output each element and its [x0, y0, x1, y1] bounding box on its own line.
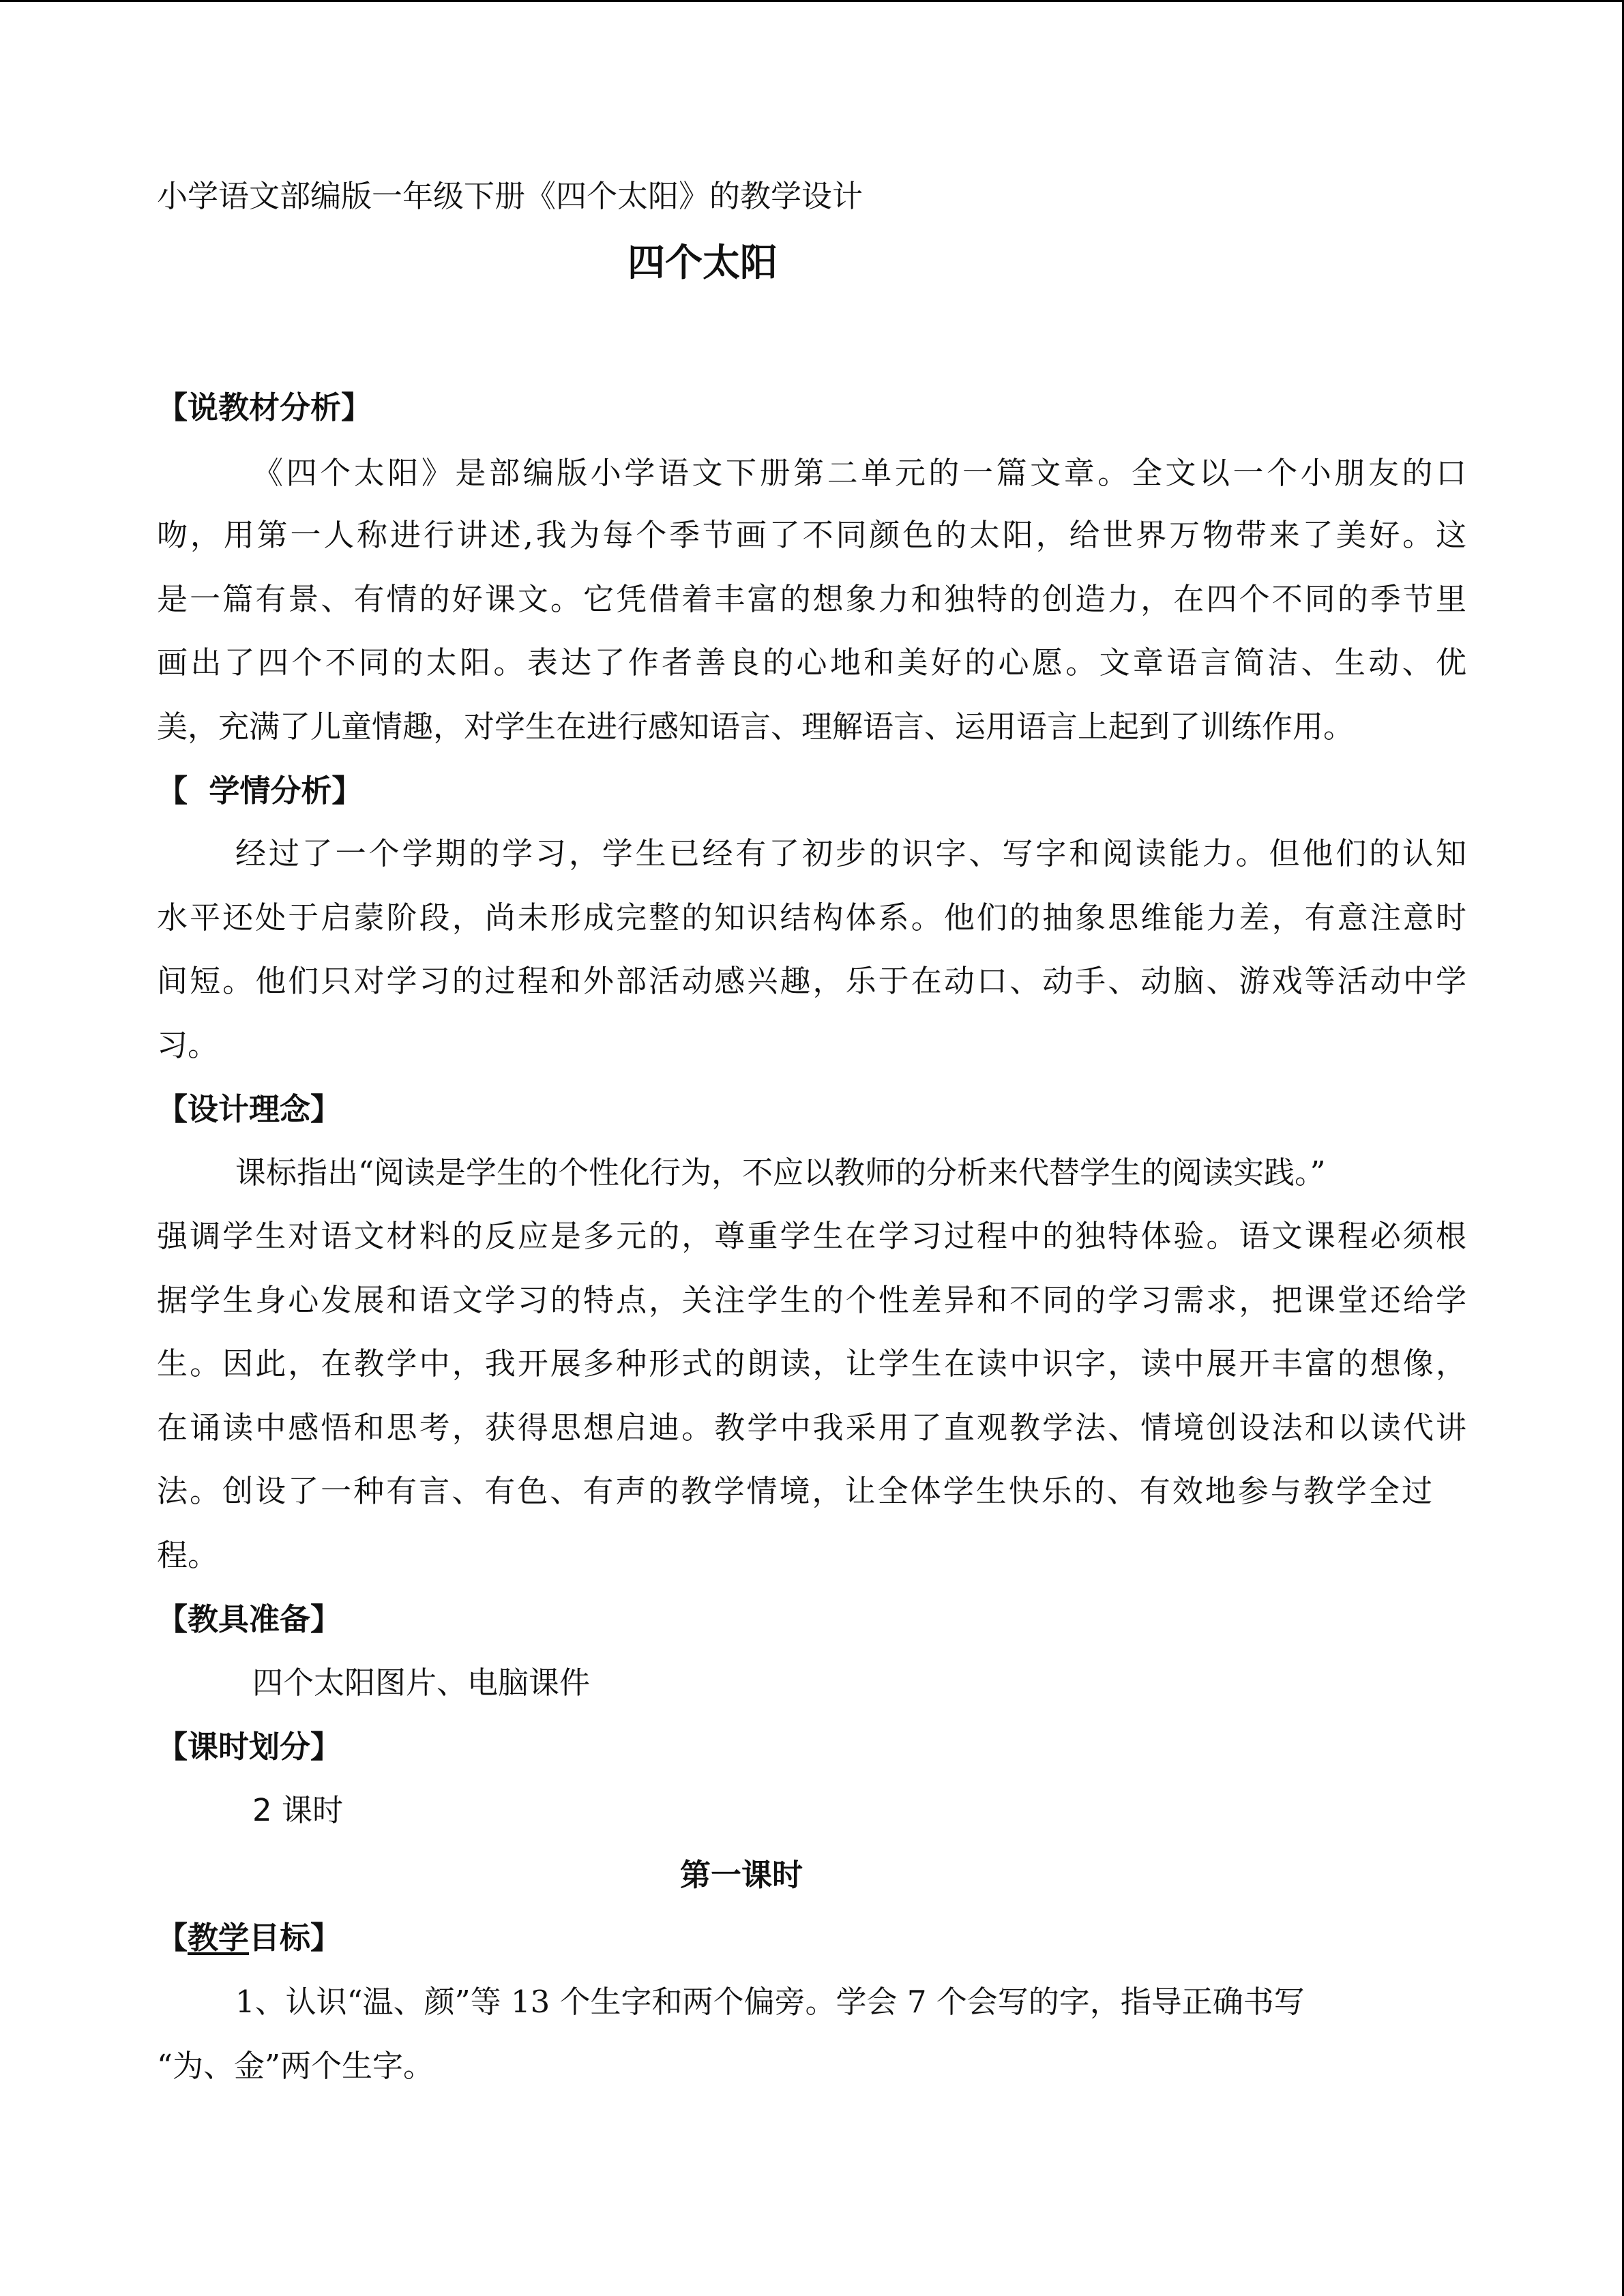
- paragraph-line: 程。: [157, 1537, 219, 1573]
- section-heading-class-hours: 【课时划分】: [157, 1729, 342, 1765]
- section-heading-student-analysis: 【 学情分析】: [157, 773, 363, 809]
- document-title: 四个太阳: [628, 241, 778, 284]
- class-hours-number: 2: [252, 1792, 272, 1828]
- paragraph-line: 水平还处于启蒙阶段，尚未形成完整的知识结构体系。他们的抽象思维能力差，有意注意时: [157, 899, 1466, 936]
- heading-rest-text: 目标】: [249, 1920, 342, 1956]
- paragraph-line: 强调学生对语文材料的反应是多元的，尊重学生在学习过程中的独特体验。语文课程必须根: [157, 1218, 1466, 1254]
- paragraph-line: 美，充满了儿童情趣，对学生在进行感知语言、理解语言、运用语言上起到了训练作用。: [157, 709, 1355, 745]
- paragraph-line: 吻，用第一人称进行讲述,我为每个季节画了不同颜色的太阳，给世界万物带来了美好。这: [157, 517, 1466, 553]
- paragraph-line: 生。因此，在教学中，我开展多种形式的朗读，让学生在读中识字，读中展开丰富的想像，: [157, 1345, 1466, 1382]
- paragraph-line: 画出了四个不同的太阳。表达了作者善良的心地和美好的心愿。文章语言简洁、生动、优: [157, 644, 1466, 681]
- goal-line: 1、认识“温、颜”等 13 个生字和两个偏旁。学会 7 个会写的字，指导正确书写: [235, 1984, 1305, 2020]
- paragraph-line: 是一篇有景、有情的好课文。它凭借着丰富的想象力和独特的创造力，在四个不同的季节里: [157, 581, 1466, 617]
- page-top-border: [0, 0, 1624, 2]
- lesson-title: 第一课时: [680, 1857, 803, 1893]
- document-subtitle: 小学语文部编版一年级下册《四个太阳》的教学设计: [157, 178, 863, 214]
- section-heading-textbook-analysis: 【说教材分析】: [157, 389, 372, 426]
- paragraph-line: 法。创设了一种有言、有色、有声的教学情境，让全体学生快乐的、有效地参与教学全过: [157, 1473, 1432, 1509]
- paragraph-line: 经过了一个学期的学习，学生已经有了初步的识字、写字和阅读能力。但他们的认知: [235, 835, 1466, 871]
- paragraph-line: 课标指出“阅读是学生的个性化行为，不应以教师的分析来代替学生的阅读实践。”: [235, 1154, 1326, 1191]
- section-heading-design-concept: 【设计理念】: [157, 1091, 342, 1127]
- paragraph-line: 在诵读中感悟和思考，获得思想启迪。教学中我采用了直观教学法、情境创设法和以读代讲: [157, 1410, 1466, 1446]
- teaching-aids-text: 四个太阳图片、电脑课件: [252, 1665, 591, 1701]
- class-hours-text: [252, 1790, 343, 1831]
- paragraph-line: 间短。他们只对学习的过程和外部活动感兴趣，乐于在动口、动手、动脑、游戏等活动中学: [157, 963, 1466, 999]
- paragraph-line: 据学生身心发展和语文学习的特点，关注学生的个性差异和不同的学习需求，把课堂还给学: [157, 1282, 1466, 1318]
- paragraph-line: 习。: [157, 1027, 219, 1063]
- paragraph-line: 《四个太阳》是部编版小学语文下册第二单元的一篇文章。全文以一个小朋友的口: [252, 455, 1466, 491]
- heading-bracket-open: 【: [157, 1920, 188, 1956]
- goal-line: “为、金”两个生字。: [157, 2048, 434, 2084]
- class-hours-unit: 课时: [281, 1792, 343, 1828]
- section-heading-teaching-goals: [157, 1918, 341, 1958]
- heading-underlined-text: 教学: [188, 1920, 250, 1956]
- section-heading-teaching-aids: 【教具准备】: [157, 1601, 342, 1637]
